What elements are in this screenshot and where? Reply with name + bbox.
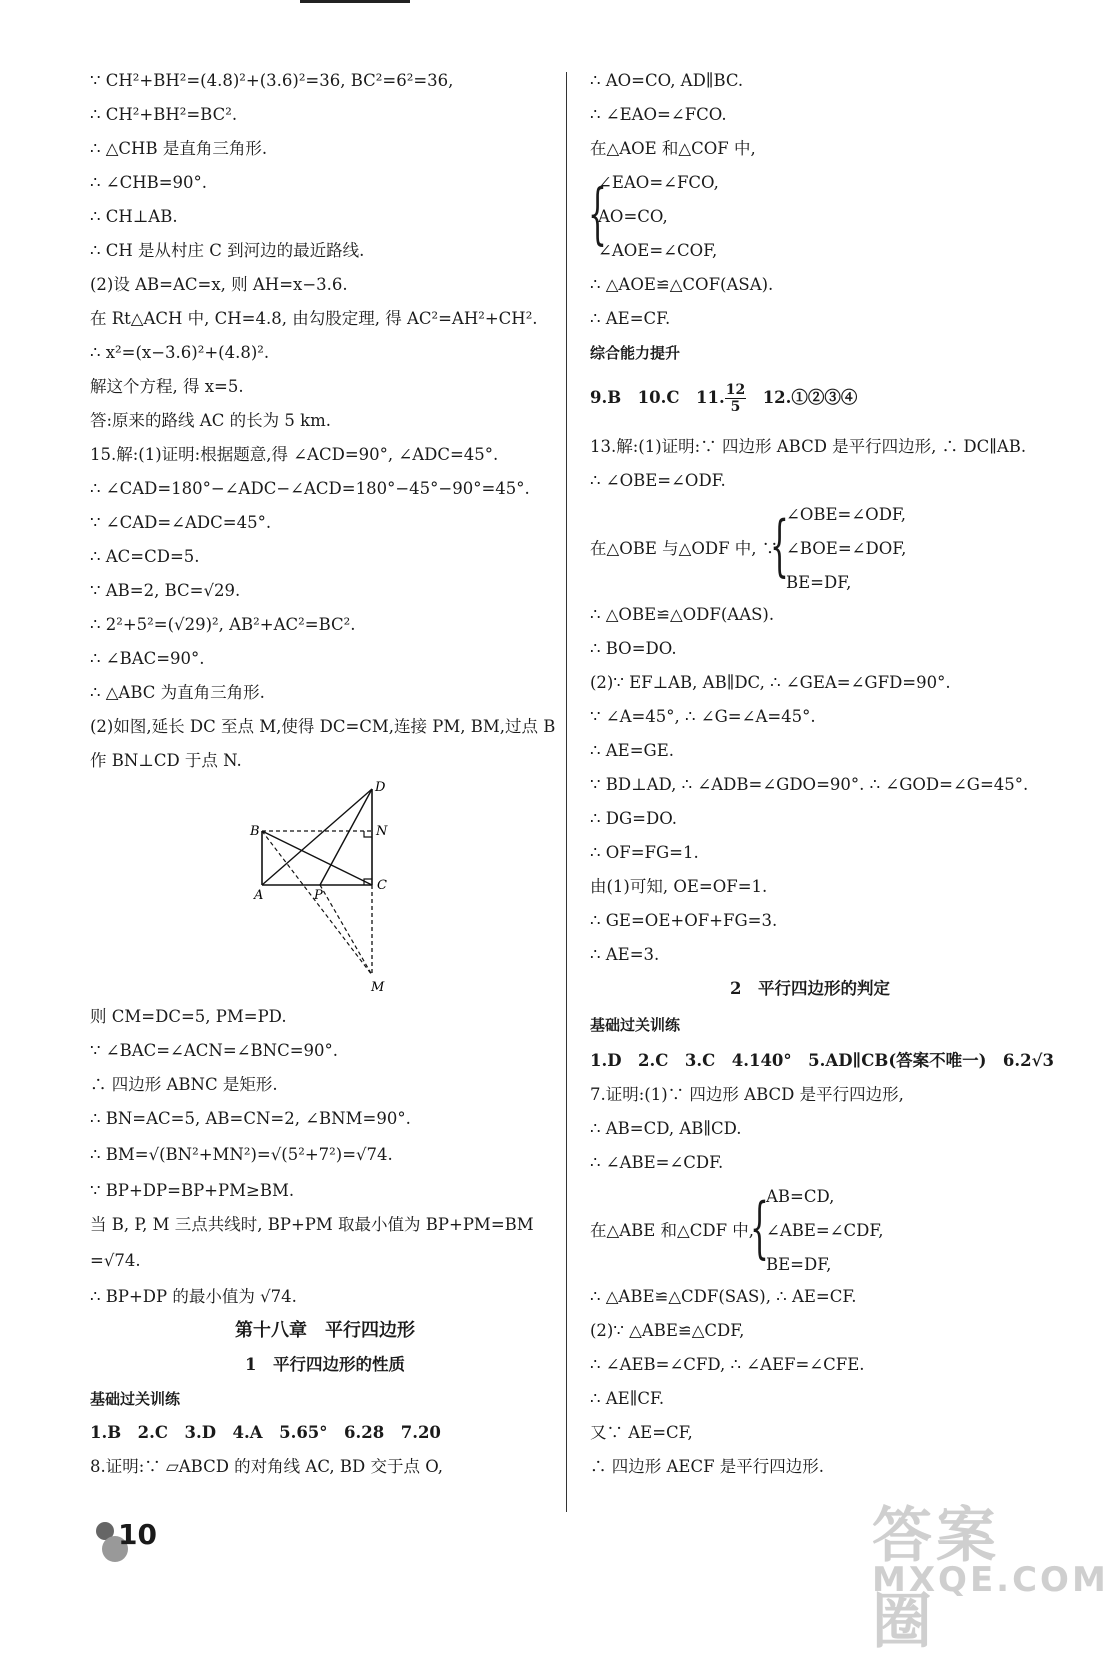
watermark-logo: 答案圈	[872, 1501, 1000, 1657]
brace-lead: 在△OBE 与△ODF 中, ∵	[590, 539, 779, 558]
brace-system-2	[590, 498, 920, 598]
text-line: ∴ AE=3.	[590, 945, 660, 964]
text-line: 作 BN⊥CD 于点 N.	[90, 751, 242, 770]
text-line: ∴ ∠OBE=∠ODF.	[590, 471, 726, 490]
text-line: ∴ DG=DO.	[590, 809, 678, 828]
answer-line	[590, 378, 857, 418]
text-line: 8.证明:∵ ▱ABCD 的对角线 AC, BD 交于点 O,	[90, 1457, 444, 1476]
text-line: ∴ ∠ABE=∠CDF.	[590, 1153, 724, 1172]
fraction	[725, 382, 746, 415]
text-line: ∴ AO=CO, AD∥BC.	[590, 71, 744, 90]
brace-line: ∠AOE=∠COF,	[598, 241, 718, 260]
brace-icon: {	[750, 1189, 769, 1266]
brace-line: ∠ABE=∠CDF,	[766, 1221, 884, 1240]
answers-text: 12.①②③④	[746, 388, 858, 407]
brace-system-1	[588, 166, 788, 266]
text-line: 由(1)可知, OE=OF=1.	[590, 877, 768, 896]
section-title-text: 2 平行四边形的判定	[730, 979, 890, 998]
text-line: 在 Rt△ACH 中, CH=4.8, 由勾股定理, 得 AC²=AH²+CH².	[90, 309, 538, 328]
brace-line: ∠EAO=∠FCO,	[598, 173, 719, 192]
text-line: 解这个方程, 得 x=5.	[90, 377, 244, 396]
text-line: ∵ CH²+BH²=(4.8)²+(3.6)²=36, BC²=6²=36,	[90, 71, 454, 90]
text-line: =√74.	[90, 1251, 141, 1270]
text-line: (2)如图,延长 DC 至点 M,使得 DC=CM,连接 PM, BM,过点 B	[90, 717, 556, 736]
chapter-title-text: 第十八章 平行四边形	[235, 1320, 415, 1341]
fraction-numerator: 12	[725, 382, 746, 398]
fraction-denominator: 5	[730, 399, 741, 415]
text-line: 则 CM=DC=5, PM=PD.	[90, 1007, 287, 1026]
text-line: ∴ 四边形 AECF 是平行四边形.	[590, 1457, 825, 1476]
text-line: ∵ ∠A=45°, ∴ ∠G=∠A=45°.	[590, 707, 816, 726]
text-line: ∴ AB=CD, AB∥CD.	[590, 1119, 742, 1138]
text-line: ∴ OF=FG=1.	[590, 843, 699, 862]
brace-line: AO=CO,	[598, 207, 668, 226]
text-line: 答:原来的路线 AC 的长为 5 km.	[90, 411, 331, 430]
text-line: ∴ AC=CD=5.	[90, 547, 200, 566]
subsection-heading: 基础过关训练	[90, 1390, 181, 1408]
text-line: ∴ ∠EAO=∠FCO.	[590, 105, 727, 124]
section-title-text: 1 平行四边形的性质	[245, 1355, 405, 1374]
text-line: ∴ CH⊥AB.	[90, 207, 178, 226]
text-line: ∴ ∠AEB=∠CFD, ∴ ∠AEF=∠CFE.	[590, 1355, 865, 1374]
label-n: N	[376, 824, 388, 839]
text-line: (2)∵ EF⊥AB, AB∥DC, ∴ ∠GEA=∠GFD=90°.	[590, 673, 951, 692]
brace-line: BE=DF,	[786, 573, 852, 592]
label-a: A	[254, 888, 264, 903]
text-line: ∴ AE=GE.	[590, 741, 674, 760]
subsection-heading: 综合能力提升	[590, 344, 681, 362]
label-b: B	[250, 824, 260, 839]
text-line: ∴ BM=√(BN²+MN²)=√(5²+7²)=√74.	[90, 1145, 393, 1164]
text-line: ∵ BP+DP=BP+PM≥BM.	[90, 1181, 295, 1200]
text-line: ∴ ∠CHB=90°.	[90, 173, 208, 192]
brace-line: AB=CD,	[766, 1187, 835, 1206]
geometry-figure	[240, 775, 400, 995]
text-line: ∴ 四边形 ABNC 是矩形.	[90, 1075, 278, 1094]
label-m: M	[371, 980, 385, 995]
brace-line: ∠OBE=∠ODF,	[786, 505, 907, 524]
text-line: ∴ △AOE≌△COF(ASA).	[590, 275, 774, 294]
text-line: ∴ △ABE≌△CDF(SAS), ∴ AE=CF.	[590, 1287, 857, 1306]
answer-line: 1.D 2.C 3.C 4.140° 5.AD∥CB(答案不唯一) 6.2√3	[590, 1051, 1054, 1070]
text-line: (2)∵ △ABE≌△CDF,	[590, 1321, 745, 1340]
text-line: 15.解:(1)证明:根据题意,得 ∠ACD=90°, ∠ADC=45°.	[90, 445, 499, 464]
text-line: ∴ CH²+BH²=BC².	[90, 105, 238, 124]
text-line: ∴ △ABC 为直角三角形.	[90, 683, 265, 702]
text-line: ∴ 2²+5²=(√29)², AB²+AC²=BC².	[90, 615, 356, 634]
text-line: ∵ BD⊥AD, ∴ ∠ADB=∠GDO=90°. ∴ ∠GOD=∠G=45°.	[590, 775, 1029, 794]
answer-line: 1.B 2.C 3.D 4.A 5.65° 6.28 7.20	[90, 1423, 441, 1442]
label-c: C	[377, 878, 387, 893]
text-line: 7.证明:(1)∵ 四边形 ABCD 是平行四边形,	[590, 1085, 904, 1104]
brace-icon: {	[770, 507, 789, 584]
text-line: ∴ BP+DP 的最小值为 √74.	[90, 1287, 297, 1306]
text-line: 又∵ AE=CF,	[590, 1423, 693, 1442]
text-line: ∴ GE=OE+OF+FG=3.	[590, 911, 778, 930]
text-line: ∵ AB=2, BC=√29.	[90, 581, 241, 600]
text-line: ∴ ∠BAC=90°.	[90, 649, 205, 668]
text-line: (2)设 AB=AC=x, 则 AH=x−3.6.	[90, 275, 348, 294]
brace-lead: 在△ABE 和△CDF 中,	[590, 1221, 755, 1240]
text-line: ∵ ∠BAC=∠ACN=∠BNC=90°.	[90, 1041, 339, 1060]
text-line: 当 B, P, M 三点共线时, BP+PM 取最小值为 BP+PM=BM	[90, 1215, 534, 1234]
text-line: ∴ BN=AC=5, AB=CN=2, ∠BNM=90°.	[90, 1109, 411, 1128]
column-divider	[566, 72, 567, 1512]
text-line: ∴ AE=CF.	[590, 309, 671, 328]
text-line: ∴ x²=(x−3.6)²+(4.8)².	[90, 343, 270, 362]
answers-text: 9.B 10.C 11.	[590, 388, 725, 407]
text-line: ∴ △OBE≌△ODF(AAS).	[590, 605, 775, 624]
label-d: D	[375, 780, 386, 795]
text-line: ∴ BO=DO.	[590, 639, 677, 658]
brace-line: BE=DF,	[766, 1255, 832, 1274]
text-line: 13.解:(1)证明:∵ 四边形 ABCD 是平行四边形, ∴ DC∥AB.	[590, 437, 1027, 456]
chapter-title	[90, 1320, 560, 1342]
label-p: P	[314, 888, 323, 903]
brace-icon: {	[588, 175, 607, 252]
text-line: ∴ ∠CAD=180°−∠ADC−∠ACD=180°−45°−90°=45°.	[90, 479, 530, 498]
text-line: 在△AOE 和△COF 中,	[590, 139, 756, 158]
text-line: ∴ CH 是从村庄 C 到河边的最近路线.	[90, 241, 365, 260]
text-line: ∵ ∠CAD=∠ADC=45°.	[90, 513, 272, 532]
watermark-url: MXQE.COM	[872, 1560, 1109, 1600]
subsection-heading: 基础过关训练	[590, 1016, 681, 1034]
text-line: ∴ △CHB 是直角三角形.	[90, 139, 268, 158]
top-rule	[300, 0, 410, 3]
brace-line: ∠BOE=∠DOF,	[786, 539, 907, 558]
section-title	[590, 978, 1030, 1000]
section-title	[90, 1354, 560, 1376]
text-line: ∴ AE∥CF.	[590, 1389, 665, 1408]
brace-system-3	[590, 1180, 920, 1280]
page-number: 10	[118, 1518, 157, 1551]
